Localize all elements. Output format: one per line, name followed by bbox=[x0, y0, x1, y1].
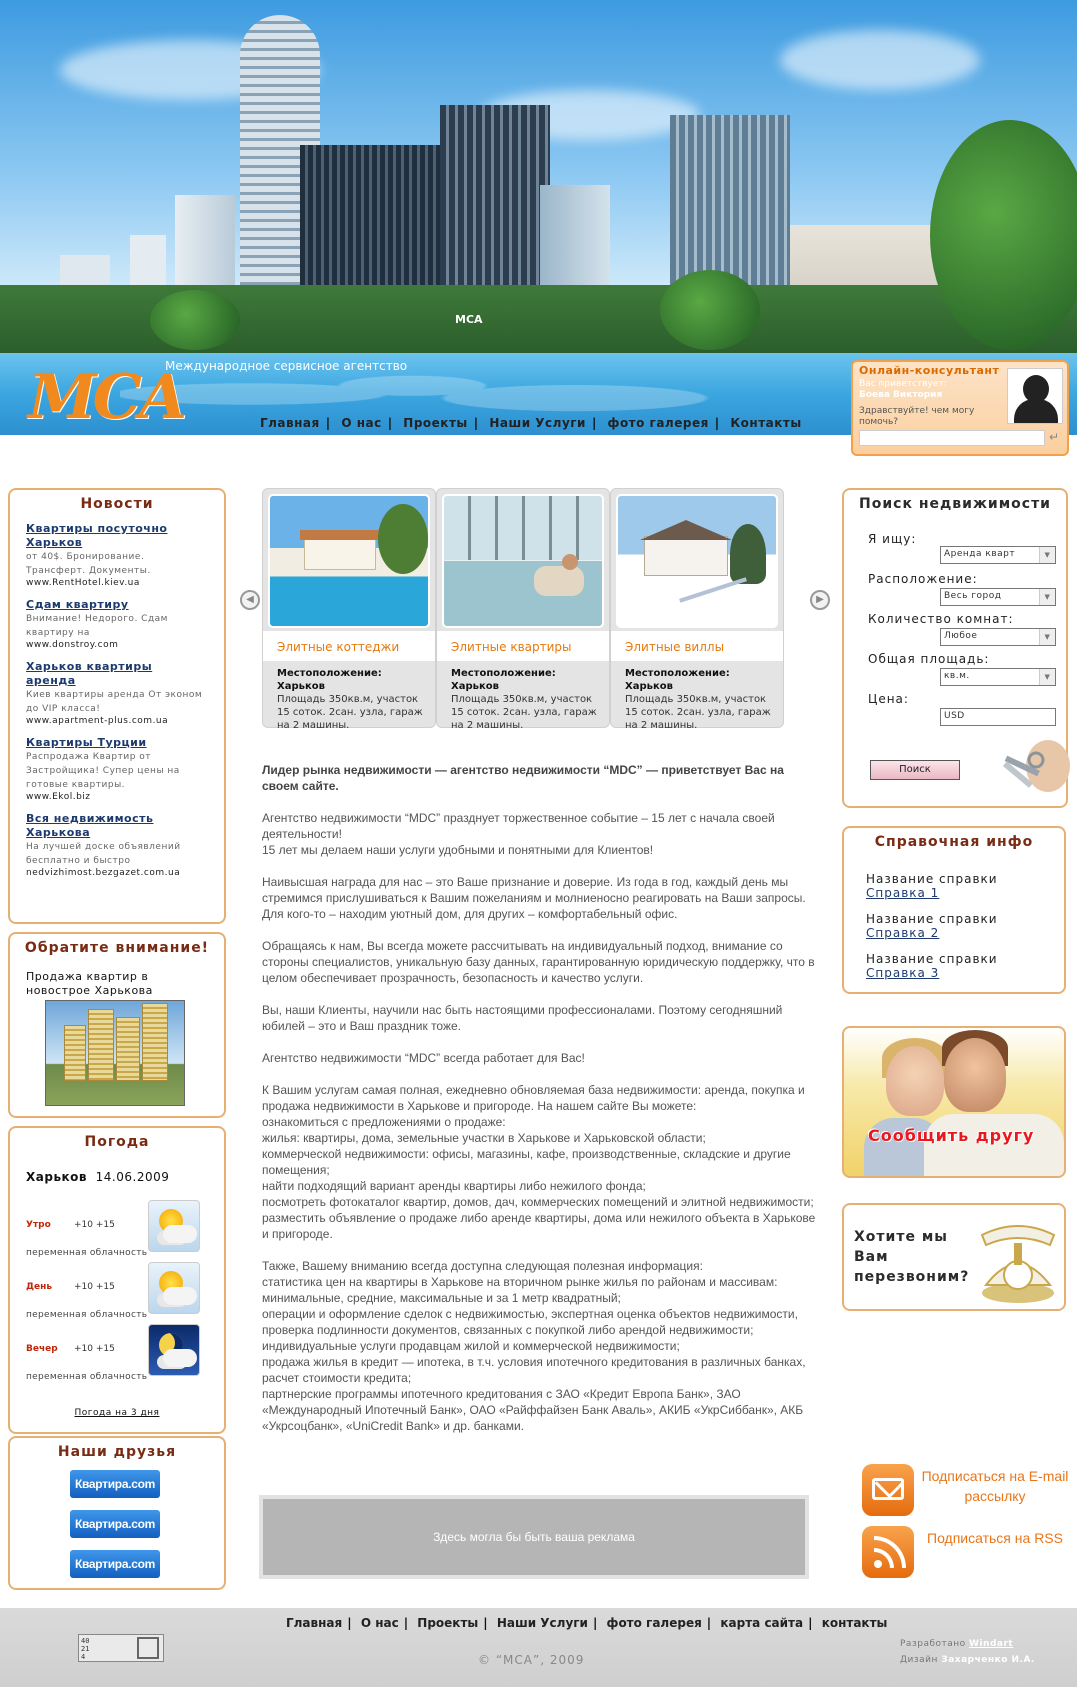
input-value: USD bbox=[944, 711, 965, 721]
content-list-item: посмотреть фотокаталог квартир, домов, дач, коммерческих помещений и элитной недвижимости; bbox=[262, 1195, 814, 1209]
search-button[interactable]: Поиск bbox=[870, 760, 960, 780]
content-paragraph: Обращаясь к нам, Вы всегда можете рассчитывать на индивидуальный подход, внимание со стороны специалистов, уникальную базу данных, гарантированную юридическую поддержку, что в целом обеспечивает прозрачность, безопасность и качество услуги. bbox=[262, 939, 815, 985]
design-label: Дизайн bbox=[900, 1655, 938, 1665]
news-title: Новости bbox=[80, 496, 154, 512]
nav-separator: | bbox=[387, 416, 393, 430]
cloud bbox=[780, 30, 980, 90]
apartment-photo[interactable] bbox=[442, 494, 604, 628]
news-item bbox=[26, 522, 206, 588]
property-card-title[interactable]: Элитные квартиры bbox=[437, 631, 609, 661]
footer-nav-sitemap[interactable]: карта сайта bbox=[720, 1616, 804, 1630]
callback-text[interactable]: Хотите мы Вам перезвоним? bbox=[854, 1229, 970, 1285]
news-item-url[interactable]: nedvizhimost.bezgazet.com.ua bbox=[26, 868, 181, 878]
reference-name: Название справки bbox=[866, 912, 998, 926]
nav-separator: | bbox=[403, 1616, 409, 1630]
arrow-icon bbox=[137, 1637, 159, 1659]
friend-banner-button[interactable]: Квартира.com bbox=[70, 1470, 160, 1498]
tell-friend-label[interactable]: Сообщить другу bbox=[868, 1126, 1035, 1145]
news-item bbox=[26, 598, 206, 650]
content-list-item: операции и оформление сделок с недвижимостью, экспертная оценка объектов недвижимости, проверка подлинности документов, связанных с покупкой либо арендой недвижимости; bbox=[262, 1307, 798, 1337]
property-description: Площадь 350кв.м, участок 15 соток. 2сан. узла, гараж на 2 машины. bbox=[277, 694, 423, 731]
site-tagline: Международное сервисное агентство bbox=[165, 359, 408, 373]
content-paragraph bbox=[262, 1258, 820, 1434]
content-list-item: найти подходящий вариант аренды квартиры либо нежилого фонда; bbox=[262, 1179, 646, 1193]
content-text: К Вашим услугам самая полная, ежедневно обновляемая база недвижимости: аренда, покупка и продажа недвижимости в Харькове и пригороде. На нашем сайте Вы можете: bbox=[262, 1083, 805, 1113]
news-item-url[interactable]: www.RentHotel.kiev.ua bbox=[26, 578, 140, 588]
property-description: Площадь 350кв.м, участок 15 соток. 2сан. узла, гараж на 2 машины. bbox=[625, 694, 771, 731]
property-card[interactable] bbox=[436, 488, 610, 731]
attention-text[interactable]: Продажа квартир в новострое Харькова bbox=[26, 970, 153, 997]
news-item-title[interactable]: Харьков квартиры аренда bbox=[26, 660, 153, 687]
property-search-box bbox=[842, 488, 1068, 808]
search-label-price: Цена: bbox=[868, 692, 909, 706]
news-item-title[interactable]: Сдам квартиру bbox=[26, 598, 129, 611]
weather-row-desc: переменная облачность bbox=[26, 1310, 148, 1320]
nav-separator: | bbox=[714, 416, 720, 430]
reference-title: Справочная инфо bbox=[874, 834, 1034, 850]
building-sign: МСА bbox=[455, 313, 483, 326]
reference-item bbox=[866, 872, 1064, 900]
consultant-avatar bbox=[1007, 368, 1063, 424]
partly-cloudy-icon bbox=[148, 1200, 200, 1252]
visit-counter[interactable] bbox=[78, 1634, 164, 1662]
chevron-down-icon[interactable]: ▼ bbox=[1039, 629, 1055, 645]
content-list-item: коммерческой недвижимости: офисы, магазины, кафе, производственные, складские и другие помещения; bbox=[262, 1147, 791, 1177]
footer-nav-contacts[interactable]: контакты bbox=[821, 1616, 888, 1630]
search-label-rooms: Количество комнат: bbox=[868, 612, 1014, 626]
nav-separator: | bbox=[347, 1616, 352, 1630]
weather-row-desc: переменная облачность bbox=[26, 1248, 148, 1258]
property-description: Площадь 350кв.м, участок 15 соток. 2сан. узла, гараж на 2 машины. bbox=[451, 694, 597, 731]
property-card-details bbox=[451, 667, 601, 732]
email-icon[interactable] bbox=[862, 1464, 914, 1516]
content-list-item: ознакомиться с предложениями о продаже: bbox=[262, 1115, 506, 1129]
news-item-url[interactable]: www.donstroy.com bbox=[26, 640, 119, 650]
search-label-location: Расположение: bbox=[868, 572, 978, 586]
friend-banner-button[interactable]: Квартира.com bbox=[70, 1550, 160, 1578]
online-consultant bbox=[851, 360, 1069, 456]
nav-separator: | bbox=[483, 1616, 488, 1630]
weather-row-temp: +10 +15 bbox=[74, 1344, 115, 1354]
attention-box bbox=[8, 932, 226, 1118]
news-item-title[interactable]: Квартиры посуточно Харьков bbox=[26, 522, 168, 549]
property-card-details bbox=[625, 667, 775, 732]
consultant-name: Боева Виктория bbox=[859, 390, 943, 400]
friends-box bbox=[8, 1436, 226, 1590]
content-paragraph: Вы, наши Клиенты, научили нас быть настоящими профессионалами. Поэтому сегодняшний юбилей – это и Ваш праздник тоже. bbox=[262, 1003, 783, 1033]
consultant-title: Онлайн-консультант bbox=[859, 364, 1000, 377]
content-list-item: разместить объявление о продаже либо аренде квартиры, дома или нежилого объекта в Харькове и пригороде. bbox=[262, 1211, 816, 1241]
subscribe-rss-label[interactable]: Подписаться на RSS bbox=[927, 1530, 1063, 1546]
footer-nav-gallery[interactable]: фото галерея bbox=[606, 1616, 702, 1630]
news-item-text: Распродажа Квартир от Застройщика! Супер цены на готовые квартиры. bbox=[26, 752, 180, 790]
property-card[interactable] bbox=[262, 488, 436, 731]
dev-link[interactable]: Windart bbox=[969, 1639, 1014, 1649]
footer bbox=[0, 1608, 1077, 1687]
footer-navigation bbox=[286, 1616, 887, 1630]
content-lead: Лидер рынка недвижимости — агентство недвижимости “MDC” — приветствует Вас на своем сайте. bbox=[262, 763, 784, 793]
nav-separator: | bbox=[592, 1616, 598, 1630]
search-rooms-select[interactable] bbox=[940, 628, 1056, 646]
property-location-label: Местоположение: bbox=[625, 668, 730, 679]
consultant-greeting bbox=[859, 379, 947, 401]
weather-row-temp: +10 +15 bbox=[74, 1220, 115, 1230]
content-text: Также, Вашему вниманию всегда доступна следующая полезная информация: bbox=[262, 1259, 703, 1273]
callback-banner[interactable] bbox=[842, 1203, 1066, 1311]
search-area-select[interactable] bbox=[940, 668, 1056, 686]
search-location-select[interactable] bbox=[940, 588, 1056, 606]
property-location-value: Харьков bbox=[451, 681, 499, 692]
nav-about[interactable]: О нас bbox=[341, 416, 382, 430]
content-paragraph bbox=[262, 1082, 820, 1242]
nav-separator: | bbox=[808, 1616, 813, 1630]
reference-link[interactable]: Справка 3 bbox=[866, 966, 940, 980]
weather-row-label: Утро bbox=[26, 1220, 51, 1230]
main-content bbox=[262, 762, 820, 1450]
news-item-url[interactable]: www.apartment-plus.com.ua bbox=[26, 716, 169, 726]
reference-item bbox=[866, 912, 1064, 940]
slider-next-button[interactable]: ▶ bbox=[810, 590, 830, 610]
content-paragraph: Наивысшая награда для нас – это Ваше признание и доверие. Из года в год, каждый день мы стремимся прислушиваться к Вашим пожеланиям и молниеносно реагировать на Ваши запросы. Для кого-то – находим уютный дом, для других – комфортабельный офис. bbox=[262, 875, 806, 921]
weather-row-label: Вечер bbox=[26, 1344, 58, 1354]
tree bbox=[660, 270, 760, 350]
search-label-type: Я ищу: bbox=[868, 532, 917, 546]
content-list-item: партнерские программы ипотечного кредитования с ЗАО «Кредит Европа Банк», ЗАО «Международный Ипотечный Банк», ОАО «Райффайзен Банк Аваль», АКИБ «УкрСиббанк», АКБ «Укрсоцбанк», «UniCredit Bank» и др. банками. bbox=[262, 1387, 804, 1433]
property-card-details bbox=[277, 667, 427, 732]
property-location-value: Харьков bbox=[277, 681, 325, 692]
news-item-text: Киев квартиры аренда От эконом до VIP класса! bbox=[26, 690, 203, 714]
ad-placeholder[interactable]: Здесь могла бы быть ваша реклама bbox=[259, 1495, 809, 1579]
copyright: © “МСА”, 2009 bbox=[478, 1653, 585, 1667]
news-item bbox=[26, 736, 206, 802]
property-slider bbox=[262, 488, 810, 731]
select-value: Аренда кварт bbox=[944, 549, 1016, 559]
property-card-title[interactable]: Элитные коттеджи bbox=[263, 631, 435, 661]
reference-box bbox=[842, 826, 1066, 994]
reference-item bbox=[866, 952, 1064, 980]
subscribe-rss[interactable] bbox=[862, 1522, 1072, 1580]
forecast-link[interactable]: Погода на 3 дня bbox=[74, 1408, 160, 1418]
select-value: кв.м. bbox=[944, 671, 970, 681]
designer-name: Захарченко И.А. bbox=[941, 1655, 1035, 1665]
weather-date: 14.06.2009 bbox=[95, 1170, 170, 1184]
nav-gallery[interactable]: фото галерея bbox=[607, 416, 709, 430]
nav-services[interactable]: Наши Услуги bbox=[489, 416, 586, 430]
developer-credits bbox=[900, 1636, 1035, 1668]
content-list-item: жилья: квартиры, дома, земельные участки в Харькове и Харьковской области; bbox=[262, 1131, 706, 1145]
footer-nav-projects[interactable]: Проекты bbox=[417, 1616, 479, 1630]
nav-projects[interactable]: Проекты bbox=[403, 416, 468, 430]
property-location-label: Местоположение: bbox=[451, 668, 556, 679]
weather-box bbox=[8, 1126, 226, 1434]
news-item-text: На лучшей доске объявлений бесплатно и быстро bbox=[26, 842, 181, 866]
keys-icon bbox=[990, 736, 1072, 800]
nav-separator: | bbox=[591, 416, 597, 430]
search-title: Поиск недвижимости bbox=[859, 496, 1051, 512]
attention-title: Обратите внимание! bbox=[24, 940, 210, 956]
consultant-greeting-label: Вас приветствует: bbox=[859, 379, 947, 389]
content-paragraph bbox=[262, 810, 820, 858]
subscribe-email[interactable] bbox=[862, 1460, 1072, 1518]
nav-separator: | bbox=[706, 1616, 712, 1630]
counter-values: 40 21 4 bbox=[81, 1637, 90, 1661]
consultant-message-input[interactable] bbox=[859, 430, 1045, 446]
tree bbox=[930, 120, 1077, 350]
partly-cloudy-icon bbox=[148, 1262, 200, 1314]
weather-row-desc: переменная облачность bbox=[26, 1372, 148, 1382]
reference-name: Название справки bbox=[866, 952, 998, 966]
retro-phone-icon bbox=[966, 1213, 1062, 1307]
news-item-title[interactable]: Квартиры Турции bbox=[26, 736, 147, 749]
search-label-area: Общая площадь: bbox=[868, 652, 990, 666]
news-item bbox=[26, 660, 206, 726]
content-text: 15 лет мы делаем наши услуги удобными и понятными для Клиентов! bbox=[262, 843, 654, 857]
search-price-input[interactable] bbox=[940, 708, 1056, 726]
content-paragraph: Агентство недвижимости “MDC” всегда работает для Вас! bbox=[262, 1051, 585, 1065]
consultant-question: Здравствуйте! чем могу помочь? bbox=[859, 406, 975, 427]
search-type-select[interactable] bbox=[940, 546, 1056, 564]
new-building-image[interactable] bbox=[45, 1000, 185, 1106]
tree bbox=[150, 290, 240, 350]
chevron-down-icon[interactable]: ▼ bbox=[1039, 669, 1055, 685]
reference-name: Название справки bbox=[866, 872, 998, 886]
property-location-value: Харьков bbox=[625, 681, 673, 692]
site-logo[interactable]: МСА bbox=[28, 360, 185, 433]
reference-link[interactable]: Справка 2 bbox=[866, 926, 940, 940]
property-card[interactable] bbox=[610, 488, 784, 731]
select-value: Весь город bbox=[944, 591, 1002, 601]
weather-row-temp: +10 +15 bbox=[74, 1282, 115, 1292]
weather-location bbox=[26, 1170, 224, 1184]
weather-title: Погода bbox=[84, 1134, 150, 1150]
friend-banner-button[interactable]: Квартира.com bbox=[70, 1510, 160, 1538]
news-item bbox=[26, 812, 206, 878]
footer-nav-services[interactable]: Наши Услуги bbox=[496, 1616, 588, 1630]
return-arrow-icon[interactable]: ↵ bbox=[1049, 430, 1060, 444]
chevron-down-icon[interactable]: ▼ bbox=[1039, 589, 1055, 605]
select-value: Любое bbox=[944, 631, 978, 641]
news-item-text: Внимание! Недорого. Сдам квартиру на bbox=[26, 614, 168, 638]
weather-row-label: День bbox=[26, 1282, 53, 1292]
dev-label: Разработано bbox=[900, 1639, 966, 1649]
content-list-item: продажа жилья в кредит — ипотека, в т.ч. условия ипотечного кредитования в различных банках, расчет стоимости кредита; bbox=[262, 1355, 806, 1385]
slider-prev-button[interactable]: ◀ bbox=[240, 590, 260, 610]
cottage-photo[interactable] bbox=[268, 494, 430, 628]
footer-nav-about[interactable]: О нас bbox=[360, 1616, 399, 1630]
nav-separator: | bbox=[325, 416, 331, 430]
night-cloudy-icon bbox=[148, 1324, 200, 1376]
news-box bbox=[8, 488, 226, 924]
reference-link[interactable]: Справка 1 bbox=[866, 886, 940, 900]
property-card-title[interactable]: Элитные виллы bbox=[611, 631, 783, 661]
footer-nav-home[interactable]: Главная bbox=[286, 1616, 343, 1630]
nav-home[interactable]: Главная bbox=[260, 416, 320, 430]
nav-separator: | bbox=[473, 416, 479, 430]
content-text: Агентство недвижимости “MDC” празднует торжественное событие – 15 лет с начала своей деятельности! bbox=[262, 811, 775, 841]
property-location-label: Местоположение: bbox=[277, 668, 382, 679]
subscribe-email-label[interactable]: Подписаться на E-mail рассылку bbox=[921, 1468, 1069, 1504]
tell-friend-banner[interactable] bbox=[842, 1026, 1066, 1178]
news-item-title[interactable]: Вся недвижимость Харькова bbox=[26, 812, 154, 839]
top-navigation bbox=[260, 416, 802, 430]
friends-title: Наши друзья bbox=[57, 1444, 177, 1460]
villa-photo[interactable] bbox=[616, 494, 778, 628]
rss-icon[interactable] bbox=[862, 1526, 914, 1578]
weather-city: Харьков bbox=[26, 1170, 88, 1184]
content-list-item: статистика цен на квартиры в Харькове на вторичном рынке жилья по районам и массивам: минимальные, средние, максимальные и за 1 метр квадратный; bbox=[262, 1275, 778, 1305]
chevron-down-icon[interactable]: ▼ bbox=[1039, 547, 1055, 563]
content-list-item: индивидуальные услуги продавцам жилой и коммерческой недвижимости; bbox=[262, 1339, 680, 1353]
nav-contacts[interactable]: Контакты bbox=[730, 416, 802, 430]
news-item-url[interactable]: www.Ekol.biz bbox=[26, 792, 91, 802]
news-item-text: от 40$. Бронирование. Трансферт. Документы. bbox=[26, 552, 151, 576]
